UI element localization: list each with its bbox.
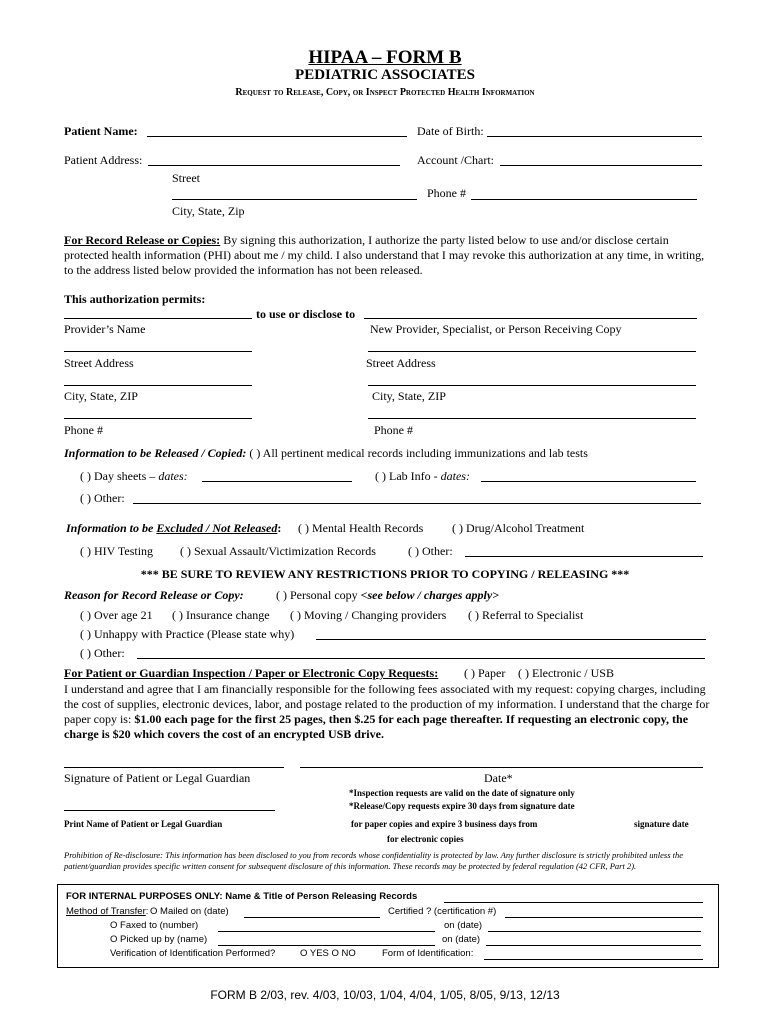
form-title: HIPAA – FORM B — [308, 47, 462, 68]
electronic-expiry-note: for electronic copies — [387, 834, 464, 844]
restriction-warning: *** BE SURE TO REVIEW ANY RESTRICTIONS PRIOR TO COPYING / RELEASING *** — [140, 567, 630, 581]
phone-right-field[interactable] — [368, 418, 696, 419]
lab-info-dates-label: dates: — [440, 469, 470, 483]
inspection-validity-note: *Inspection requests are valid on the date of signature only — [349, 788, 575, 798]
picked-on-date-label: on (date) — [442, 934, 481, 945]
see-below-note: <see below / charges apply> — [360, 588, 499, 602]
signature-field[interactable] — [64, 767, 284, 768]
release-paragraph — [64, 233, 709, 278]
lab-info-row — [375, 469, 470, 484]
signature-date-note: signature date — [634, 819, 689, 829]
dob-label: Date of Birth: — [417, 124, 484, 138]
released-other-field[interactable] — [133, 503, 701, 504]
street-right-caption: Street Address — [366, 356, 436, 370]
fees-text: I understand and agree that I am financially responsible for the following fees associated with my request: copying charges, including the cost of supplies, electronic devices, labor, and postage related to the production of my information. I understand that the charge for paper copy is: — [64, 682, 710, 726]
lab-info-checkbox[interactable]: ( ) Lab Info - — [375, 469, 438, 483]
dob-field[interactable] — [487, 136, 702, 137]
phone-field[interactable] — [471, 199, 697, 200]
unhappy-reason-field[interactable] — [316, 639, 706, 640]
release-text: By signing this authorization, I authorize the party listed below to use and/or disclose certain protected health information (PHI) about me / my child. I also understand that I may revoke this authorization at any time, in writing, to the address listed below provided the information has not been released. — [64, 233, 705, 277]
date-field[interactable] — [300, 767, 703, 768]
info-released-row — [64, 446, 588, 461]
city-left-field[interactable] — [64, 385, 252, 386]
street-left-caption: Street Address — [64, 356, 134, 370]
reason-other-checkbox[interactable]: ( ) Other: — [80, 646, 125, 660]
authorization-connector: to use or disclose to — [256, 307, 356, 321]
release-heading: For Record Release or Copies: — [64, 233, 221, 247]
city-field[interactable] — [172, 199, 417, 200]
paper-checkbox[interactable]: ( ) Paper — [464, 666, 506, 680]
street-caption: Street — [172, 171, 200, 185]
electronic-checkbox[interactable]: ( ) Electronic / USB — [518, 666, 614, 680]
personal-copy-row — [276, 588, 499, 603]
over-21-checkbox[interactable]: ( ) Over age 21 — [80, 608, 153, 622]
date-caption: Date* — [484, 771, 513, 785]
from-provider-field[interactable] — [64, 318, 252, 319]
releasing-person-field[interactable] — [444, 902, 703, 903]
insurance-checkbox[interactable]: ( ) Insurance change — [172, 608, 270, 622]
fees-paragraph — [64, 682, 714, 742]
inspection-heading: For Patient or Guardian Inspection / Paper or Electronic Copy Requests: — [64, 666, 439, 680]
city-right-field[interactable] — [368, 385, 696, 386]
faxed-option[interactable]: O Faxed to (number) — [110, 920, 199, 931]
picked-date-field[interactable] — [486, 945, 701, 946]
day-sheets-row — [80, 469, 188, 484]
day-sheets-dates-label: dates: — [158, 469, 188, 483]
fees-text-bold: $1.00 each page for the first 25 pages, then $.25 for each page thereafter. If requesting an electronic copy, the charge is $20 which covers the cost of an encrypted USB drive. — [64, 712, 689, 741]
hiv-checkbox[interactable]: ( ) HIV Testing — [80, 544, 154, 558]
patient-name-field[interactable] — [147, 136, 407, 137]
print-name-caption: Print Name of Patient or Legal Guardian — [64, 819, 223, 829]
provider-name-caption: Provider’s Name — [64, 322, 146, 336]
street-right-field[interactable] — [368, 351, 696, 352]
moving-checkbox[interactable]: ( ) Moving / Changing providers — [290, 608, 447, 622]
reason-row — [64, 588, 244, 603]
excluded-other-checkbox[interactable]: ( ) Other: — [408, 544, 453, 558]
verification-label: Verification of Identification Performed? — [110, 948, 276, 959]
certification-field[interactable] — [505, 917, 703, 918]
yes-no-options[interactable]: O YES O NO — [300, 948, 356, 959]
mailed-option[interactable]: O Mailed on (date) — [150, 906, 229, 917]
day-sheets-checkbox[interactable]: ( ) Day sheets – — [80, 469, 156, 483]
faxed-date-field[interactable] — [488, 931, 701, 932]
phone-label: Phone # — [427, 186, 466, 200]
info-excluded-label-underlined: Excluded / Not Released — [156, 521, 278, 535]
inspection-row — [64, 666, 438, 681]
mental-health-checkbox[interactable]: ( ) Mental Health Records — [298, 521, 424, 535]
faxed-on-date-label: on (date) — [444, 920, 483, 931]
account-label: Account /Chart: — [417, 153, 494, 167]
excluded-other-field[interactable] — [465, 556, 703, 557]
new-provider-caption: New Provider, Specialist, or Person Receiving Copy — [370, 322, 622, 336]
signature-caption: Signature of Patient or Legal Guardian — [64, 771, 251, 785]
form-subtitle: Request to Release, Copy, or Inspect Protected Health Information — [235, 87, 535, 98]
day-sheets-dates-field[interactable] — [202, 481, 352, 482]
form-id-field[interactable] — [484, 959, 703, 960]
city-caption: City, State, Zip — [172, 204, 245, 218]
drug-alcohol-checkbox[interactable]: ( ) Drug/Alcohol Treatment — [452, 521, 585, 535]
print-name-field[interactable] — [64, 810, 275, 811]
phone-right-caption: Phone # — [374, 423, 413, 437]
internal-heading: FOR INTERNAL PURPOSES ONLY: Name & Title of Person Releasing Records — [66, 891, 418, 902]
method-row: Method of Transfer: — [66, 906, 149, 917]
patient-name-label: Patient Name: — [64, 124, 138, 138]
picked-option[interactable]: O Picked up by (name) — [110, 934, 208, 945]
method-label: Method of Transfer — [66, 906, 146, 917]
city-right-caption: City, State, ZIP — [372, 389, 446, 403]
all-records-checkbox[interactable]: ( ) All pertinent medical records including immunizations and lab tests — [249, 446, 588, 460]
fax-number-field[interactable] — [218, 931, 435, 932]
reason-other-field[interactable] — [137, 658, 705, 659]
street-left-field[interactable] — [64, 351, 252, 352]
patient-address-label: Patient Address: — [64, 153, 143, 167]
released-other-checkbox[interactable]: ( ) Other: — [80, 491, 125, 505]
form-id-label: Form of Identification: — [382, 948, 474, 959]
release-expiry-note: *Release/Copy requests expire 30 days from signature date — [349, 801, 575, 811]
authorization-heading: This authorization permits: — [64, 292, 206, 306]
to-provider-field[interactable] — [364, 318, 697, 319]
certified-label: Certified ? (certification #) — [388, 906, 497, 917]
paper-expiry-note: for paper copies and expire 3 business days from — [351, 819, 538, 829]
form-revision-footer: FORM B 2/03, rev. 4/03, 10/03, 1/04, 4/04, 1/05, 8/05, 9/13, 12/13 — [210, 988, 560, 1002]
lab-info-dates-field[interactable] — [481, 481, 696, 482]
street-field[interactable] — [148, 165, 400, 166]
phone-left-caption: Phone # — [64, 423, 103, 437]
info-excluded-row: Information to be Excluded / Not Released: — [66, 521, 282, 535]
sexual-assault-checkbox[interactable]: ( ) Sexual Assault/Victimization Records — [180, 544, 376, 558]
prohibition-notice: Prohibition of Re-disclosure: This information has been disclosed to you from records whose confidentiality is protected by law. Any further disclosure is strictly prohibited unless the patient/guardian provides specific written consent for subsequent disclosure of this information. These records may be protected by federal regulation (42 CFR, Part 2). — [64, 850, 684, 871]
picked-name-field[interactable] — [218, 945, 435, 946]
info-excluded-label-prefix: Information to be — [66, 521, 154, 535]
city-left-caption: City, State, ZIP — [64, 389, 138, 403]
reason-label: Reason for Record Release or Copy: — [64, 588, 244, 602]
mailed-date-field[interactable] — [244, 917, 380, 918]
referral-checkbox[interactable]: ( ) Referral to Specialist — [468, 608, 584, 622]
unhappy-checkbox[interactable]: ( ) Unhappy with Practice (Please state why) — [80, 627, 295, 641]
personal-copy-checkbox[interactable]: ( ) Personal copy — [276, 588, 358, 602]
account-field[interactable] — [500, 165, 702, 166]
phone-left-field[interactable] — [64, 418, 252, 419]
info-released-label: Information to be Released / Copied: — [64, 446, 247, 460]
practice-name: PEDIATRIC ASSOCIATES — [295, 67, 475, 83]
